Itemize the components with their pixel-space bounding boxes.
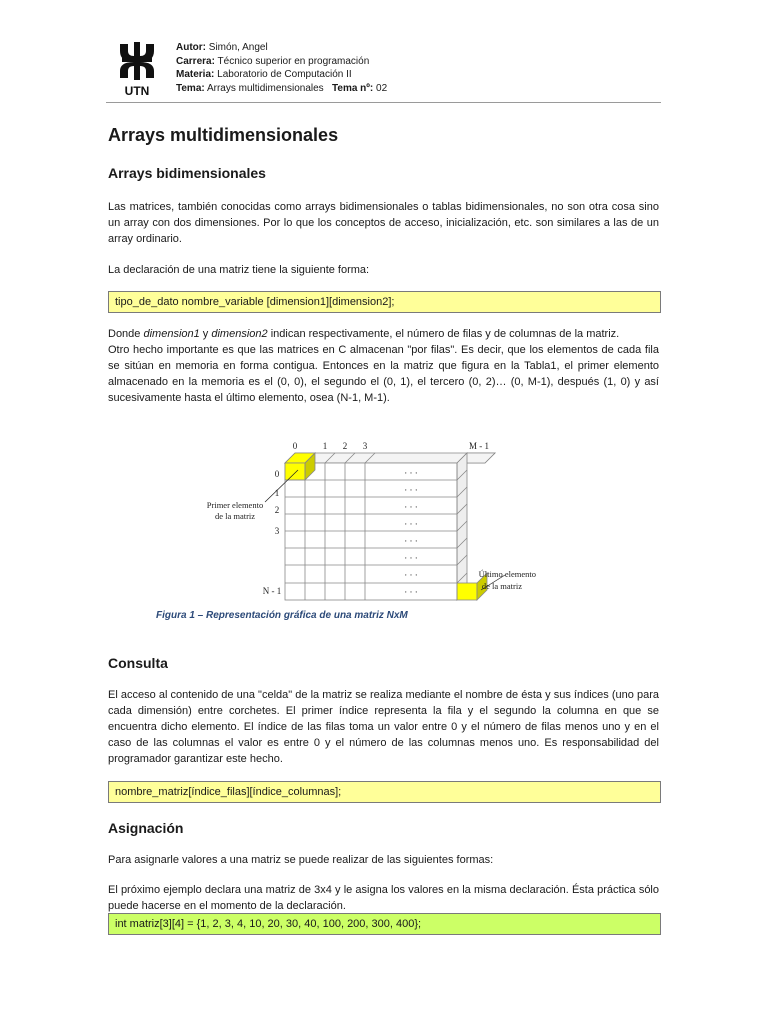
- col-label-1: 1: [322, 441, 328, 451]
- ellipsis-row-7: · · ·: [404, 587, 418, 597]
- heading-asignacion: Asignación: [108, 820, 184, 836]
- author-value: Simón, Angel: [208, 42, 268, 53]
- topic-label: Tema:: [176, 82, 205, 94]
- heading-bidimensional: Arrays bidimensionales: [108, 165, 266, 181]
- document-header: [106, 40, 661, 103]
- ellipsis-row-3: · · ·: [404, 519, 418, 529]
- paragraph-assignment-example: El próximo ejemplo declara una matriz de 3x4 y le asigna los valores en la misma declaración. Ésta práctica sólo puede hacerse en el momento de la declaración.: [108, 884, 659, 912]
- col-label-3: 3: [362, 441, 368, 451]
- code-block-access: nombre_matriz[índice_filas][índice_columnas];: [108, 781, 661, 803]
- paragraph-assignment-intro: Para asignarle valores a una matriz se puede realizar de las siguientes formas:: [108, 854, 494, 866]
- paragraph-intro: Las matrices, también conocidas como arrays bidimensionales o tablas bidimensionales, no son otra cosa sino un array con dos dimensiones. Por lo que los conceptos de acceso, inicialización, etc. son similares a las de un array ordinario.: [108, 201, 659, 245]
- header-meta: [176, 41, 387, 95]
- ellipsis-row-1: · · ·: [404, 485, 418, 495]
- row-label-2: 2: [274, 505, 280, 515]
- code-block-init: int matriz[3][4] = {1, 2, 3, 4, 10, 20, 30, 40, 100, 200, 300, 400};: [108, 913, 661, 935]
- dimension1-term: dimension1: [143, 328, 200, 340]
- ellipsis-row-0: · · ·: [404, 468, 418, 478]
- author-label: Autor:: [176, 42, 206, 53]
- figure-caption: Figura 1 – Representación gráfica de una matriz NxM: [156, 610, 408, 621]
- last-element-label-line2: de la matriz: [481, 581, 522, 591]
- ellipsis-row-4: · · ·: [404, 536, 418, 546]
- subject-label: Materia:: [176, 69, 215, 80]
- first-element-label-line1: Primer elemento: [206, 500, 264, 510]
- paragraph-consulta: El acceso al contenido de una "celda" de la matriz se realiza mediante el nombre de ésta y sus índices (uno para cada dimensión) entre corchetes. El primer índice representa la fila y el segundo la columna en que se encuentra dicho elemento. El índice de las filas toma un valor entre 0 y el número de filas menos uno y en el caso de las columnas el valor es entre 0 y el número de las columnas menos uno. Es responsabilidad del programador garantizar este hecho.: [108, 689, 659, 765]
- row-label-3: 3: [274, 526, 280, 536]
- last-element-label-line1: Último elemento: [478, 569, 536, 579]
- paragraph-dimensions: Donde dimension1 y dimension2 indican respectivamente, el número de filas y de columnas de la matriz. Otro hecho importante es que las matrices en C almacenan "por filas". Es decir, que los elementos de cada fila se sitúan en memoria en forma contigua. Entonces en la matriz que figura en la Tabla1, el primer elemento almacenado en la memoria es el (0, 0), el segundo el (0, 1), el tercero (0, 2)… (0, M-1), después (1, 0) y así sucesivamente hasta el último elemento, osea (N-1, M-1).: [108, 328, 659, 404]
- row-label-1: 1: [274, 488, 280, 498]
- heading-consulta: Consulta: [108, 655, 168, 671]
- col-label-0: 0: [292, 441, 298, 451]
- row-label-0: 0: [274, 469, 280, 479]
- document-title: Arrays multidimensionales: [108, 125, 339, 145]
- paragraph-declaration: La declaración de una matriz tiene la siguiente forma:: [108, 264, 370, 276]
- ellipsis-row-2: · · ·: [404, 502, 418, 512]
- paragraph-row-storage: Otro hecho importante es que las matrices en C almacenan "por filas". Es decir, que los elementos de cada fila se sitúan en memoria en forma contigua. Entonces en la matriz que figura en la Tabla1, el primer elemento almacenado en la memoria es el (0, 0), el segundo el (0, 1), el tercero (0, 2)… (0, M-1), después (1, 0) y así sucesivamente hasta el último elemento, osea (N-1, M-1).: [108, 344, 659, 404]
- row-label-last: N - 1: [262, 586, 282, 596]
- topic-number-label: Tema nº:: [332, 82, 374, 94]
- ellipsis-row-5: · · ·: [404, 553, 418, 563]
- col-label-2: 2: [342, 441, 348, 451]
- col-label-last: M - 1: [469, 441, 489, 451]
- code-block-declaration: tipo_de_dato nombre_variable [dimension1][dimension2];: [108, 291, 661, 313]
- topic-number-value: 02: [376, 82, 388, 94]
- career-value: Técnico superior en programación: [217, 55, 370, 67]
- matrix-figure: [195, 440, 536, 605]
- subject-value: Laboratorio de Computación II: [217, 69, 352, 80]
- utn-logo-icon: [116, 42, 158, 98]
- ellipsis-row-6: · · ·: [404, 570, 418, 580]
- career-label: Carrera:: [176, 55, 215, 67]
- logo-text: UTN: [124, 84, 150, 98]
- first-element-label-line2: de la matriz: [214, 511, 256, 521]
- topic-value: Arrays multidimensionales: [206, 82, 324, 94]
- dimension2-term: dimension2: [211, 328, 268, 340]
